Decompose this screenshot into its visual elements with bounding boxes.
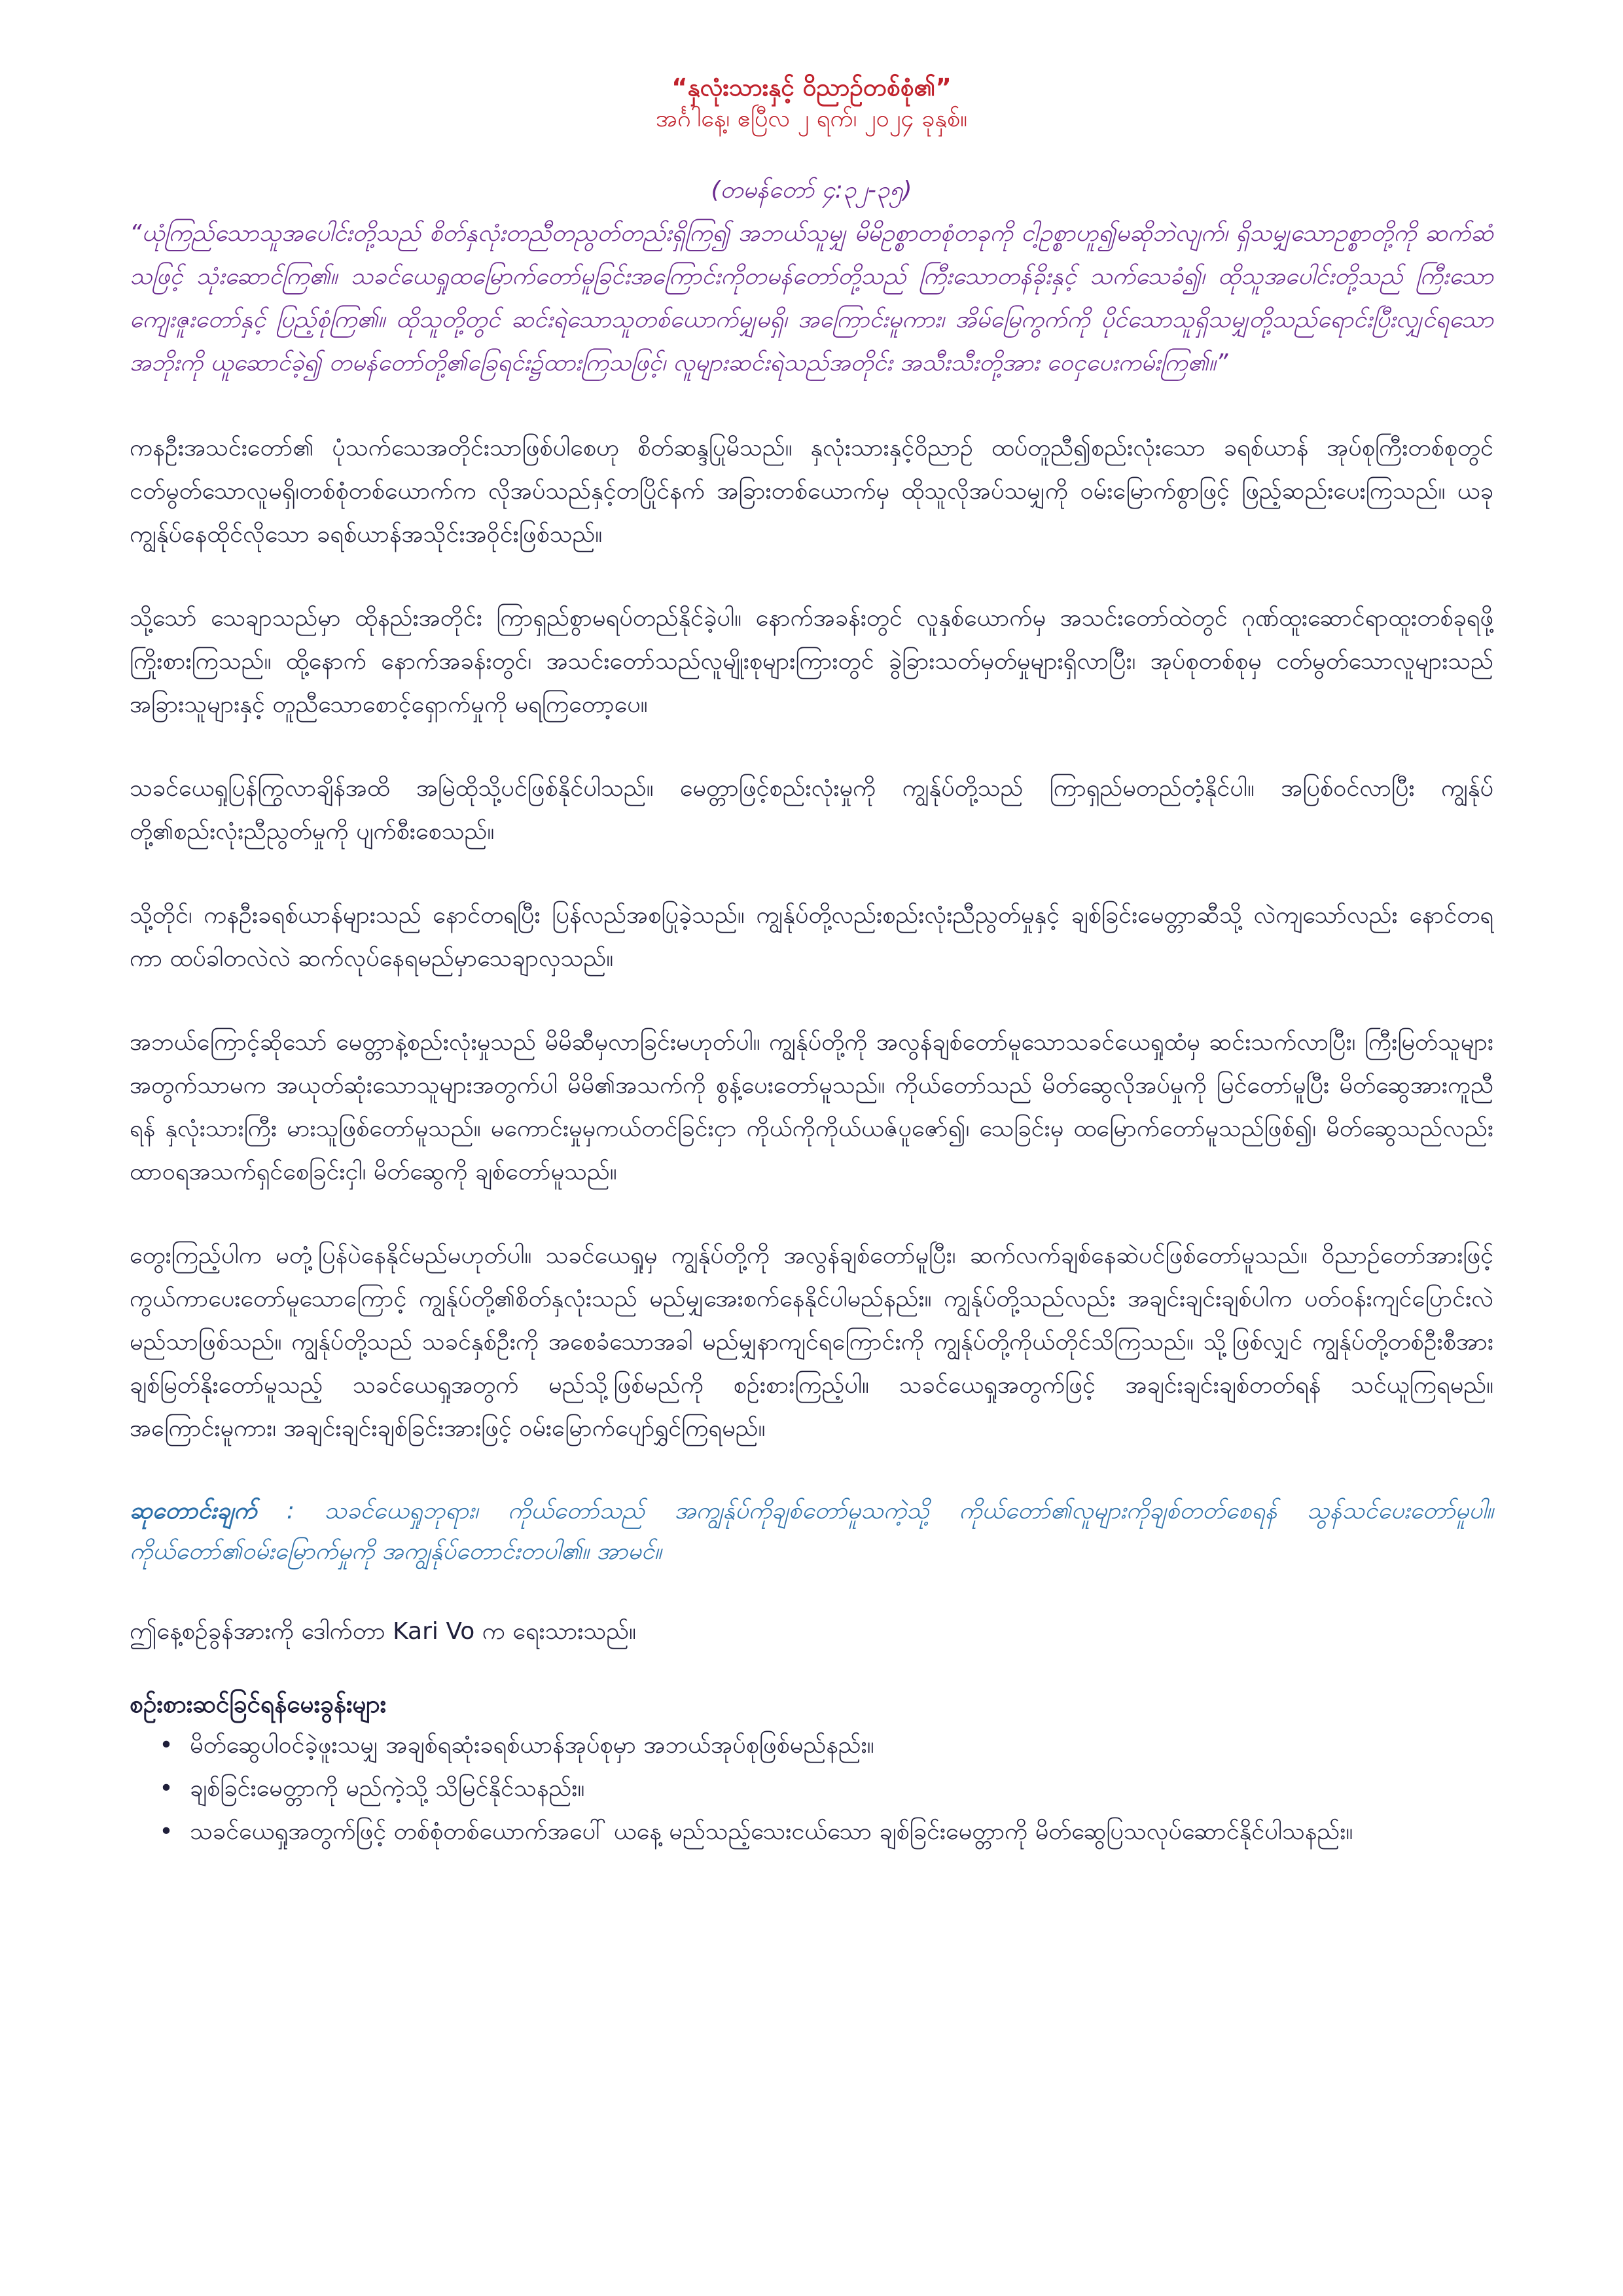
bullet-icon: • bbox=[159, 1818, 173, 1845]
prayer-label: ဆုတောင်းချက် bbox=[130, 1498, 257, 1524]
body-paragraph: သခင်ယေရှုပြန်ကြွလာချိန်အထိ အမြဲထိုသို့ပင်ဖြစ်နိုင်ပါသည်။ မေတ္တာဖြင့်စည်းလုံးမှုကို ကျွန်ုပ်တို့သည် ကြာရှည်မတည်တံ့နိုင်ပါ။ အပြစ်ဝင်လာပြီး ကျွန်ုပ်တို့၏စည်းလုံးညီညွတ်မှုကို ပျက်စီးစေသည်။ bbox=[130, 775, 1493, 845]
prayer-block bbox=[130, 1491, 1493, 1572]
body-paragraph: ကနဦးအသင်းတော်၏ ပုံသက်သေအတိုင်းသာဖြစ်ပါစေဟု စိတ်ဆန္ဒပြုမိသည်။ နှလုံးသားနှင့်ဝိညာဉ် ထပ်တူညီ၍စည်းလုံးသော ခရစ်ယာန် အုပ်စုကြီးတစ်စုတွင် ငတ်မွတ်သောလူမရှိ၊တစ်စုံတစ်ယောက်က လိုအပ်သည်နှင့်တပြိုင်နက် အခြားတစ်ယောက်မှ ထိုသူလိုအပ်သမျှကို ဝမ်းမြောက်စွာဖြင့် ဖြည့်ဆည်းပေးကြသည်။ ယခု ကျွန်ုပ်နေထိုင်လိုသော ခရစ်ယာန်အသိုင်းအဝိုင်းဖြစ်သည်။ bbox=[130, 435, 1493, 548]
bullet-icon: • bbox=[159, 1775, 173, 1802]
list-item bbox=[130, 1812, 1493, 1852]
list-item bbox=[130, 1768, 1493, 1809]
body-paragraph: တွေးကြည့်ပါက မတုံ့ပြန်ပဲနေနိုင်မည်မဟုတ်ပါ။ သခင်ယေရှုမှ ကျွန်ုပ်တို့ကို အလွန်ချစ်တော်မူပြီး၊ ဆက်လက်ချစ်နေဆဲပင်ဖြစ်တော်မူသည်။ ဝိညာဉ်တော်အားဖြင့် ကွယ်ကာပေးတော်မူသောကြောင့် ကျွန်ုပ်တို့၏စိတ်နှလုံးသည် မည်မျှအေးစက်နေနိုင်ပါမည်နည်း။ ကျွန်ုပ်တို့သည်လည်း အချင်းချင်းချစ်ပါက ပတ်ဝန်းကျင်ပြောင်းလဲမည်သာဖြစ်သည်။ ကျွန်ုပ်တို့သည် သခင်နှစ်ဦးကို အစေခံသောအခါ မည်မျှနာကျင်ရကြောင်းကို ကျွန်ုပ်တို့ကိုယ်တိုင်သိကြသည်။ သို့ဖြစ်လျှင် ကျွန်ုပ်တို့တစ်ဦးစီအား ချစ်မြတ်နိုးတော်မူသည့် သခင်ယေရှုအတွက် မည်သို့ဖြစ်မည်ကို စဉ်းစားကြည့်ပါ။ သခင်ယေရှုအတွက်ဖြင့် အချင်းချင်းချစ်တတ်ရန် သင်ယူကြရမည်။ အကြောင်းမူကား၊ အချင်းချင်းချစ်ခြင်းအားဖြင့် ဝမ်းမြောက်ပျော်ရွှင်ကြရမည်။ bbox=[130, 1242, 1493, 1442]
question-text: သခင်ယေရှုအတွက်ဖြင့် တစ်စုံတစ်ယောက်အပေါ် ယနေ့ မည်သည့်သေးငယ်သော ချစ်ခြင်းမေတ္တာကို မိတ်ဆွေပြသလုပ်ဆောင်နိုင်ပါသနည်း။ bbox=[190, 1818, 1353, 1845]
scripture-text: “ယုံကြည်သောသူအပေါင်းတို့သည် စိတ်နှလုံးတညီတညွတ်တည်းရှိကြ၍ အဘယ်သူမျှ မိမိဥစ္စာတစုံတခုကို ငါ့ဥစ္စာဟူ၍မဆိုဘဲလျက်၊ ရှိသမျှသောဥစ္စာတို့ကို ဆက်ဆံသဖြင့် သုံးဆောင်ကြ၏။ သခင်ယေရှုထမြောက်တော်မူခြင်းအကြောင်းကိုတမန်တော်တို့သည် ကြီးသောတန်ခိုးနှင့် သက်သေခံ၍၊ ထိုသူအပေါင်းတို့သည် ကြီးသောကျေးဇူးတော်နှင့် ပြည့်စုံကြ၏။ ထိုသူတို့တွင် ဆင်းရဲသောသူတစ်ယောက်မျှမရှိ၊ အကြောင်းမူကား၊ အိမ်မြေကွက်ကို ပိုင်သောသူရှိသမျှတို့သည်ရောင်းပြီးလျှင်ရသော အဘိုးကို ယူဆောင်ခဲ့၍ တမန်တော်တို့၏ခြေရင်း၌ထားကြသဖြင့်၊ လူများဆင်းရဲသည်အတိုင်း အသီးသီးတို့အား ဝေငှပေးကမ်းကြ၏။” bbox=[130, 220, 1493, 376]
devotional-title: “နှလုံးသားနှင့် ဝိညာဉ်တစ်စုံ၏” bbox=[671, 73, 952, 101]
bullet-icon: • bbox=[159, 1732, 173, 1759]
list-item bbox=[130, 1725, 1493, 1766]
devotional-date: အင်္ဂါနေ့၊ ဧပြီလ ၂ ရက်၊ ၂၀၂၄ ခုနှစ်။ bbox=[655, 105, 968, 132]
body-paragraph: အဘယ်ကြောင့်ဆိုသော် မေတ္တာနဲ့စည်းလုံးမှုသည် မိမိဆီမှလာခြင်းမဟုတ်ပါ။ ကျွန်ုပ်တို့ကို အလွန်ချစ်တော်မူသောသခင်ယေရှုထံမှ ဆင်းသက်လာပြီး၊ ကြီးမြတ်သူများအတွက်သာမက အယုတ်ဆုံးသောသူများအတွက်ပါ မိမိ၏အသက်ကို စွန့်ပေးတော်မူသည်။ ကိုယ်တော်သည် မိတ်ဆွေလိုအပ်မှုကို မြင်တော်မူပြီး မိတ်ဆွေအားကူညီရန် နှလုံးသားကြီး မားသူဖြစ်တော်မူသည်။ မကောင်းမှုမှကယ်တင်ခြင်းငှာ ကိုယ်ကိုကိုယ်ယဇ်ပူဇော်၍၊ သေခြင်းမှ ထမြောက်တော်မူသည်ဖြစ်၍၊ မိတ်ဆွေသည်လည်း ထာဝရအသက်ရှင်စေခြင်းငှါ၊ မိတ်ဆွေကို ချစ်တော်မူသည်။ bbox=[130, 1029, 1493, 1185]
questions-list bbox=[130, 1725, 1493, 1852]
author-line: ဤနေ့စဉ်ခွန်အားကို ဒေါက်တာ Kari Vo က ရေးသားသည်။ bbox=[130, 1618, 636, 1645]
prayer-text: : သခင်ယေရှုဘုရား၊ ကိုယ်တော်သည် အကျွန်ုပ်ကိုချစ်တော်မူသကဲ့သို့ ကိုယ်တော်၏လူများကိုချစ်တတ်စေရန် သွန်သင်ပေးတော်မူပါ။ ကိုယ်တော်၏ဝမ်းမြောက်မှုကို အကျွန်ုပ်တောင်းတပါ၏။ အာမင်။ bbox=[130, 1498, 1493, 1565]
scripture-reference: (တမန်တော် ၄:၃၂-၃၅) bbox=[711, 177, 912, 204]
question-text: မိတ်ဆွေပါဝင်ခဲ့ဖူးသမျှ အချစ်ရဆုံးခရစ်ယာန်အုပ်စုမှာ အဘယ်အုပ်စုဖြစ်မည်နည်း။ bbox=[190, 1732, 874, 1759]
body-paragraph: သို့သော် သေချာသည်မှာ ထိုနည်းအတိုင်း ကြာရှည်စွာမရပ်တည်နိုင်ခဲ့ပါ။ နောက်အခန်းတွင် လူနှစ်ယောက်မှ အသင်းတော်ထဲတွင် ဂုဏ်ထူးဆောင်ရာထူးတစ်ခုရဖို့ ကြိုးစားကြသည်။ ထို့နောက် နောက်အခန်းတွင်၊ အသင်းတော်သည်လူမျိုးစုများကြားတွင် ခွဲခြားသတ်မှတ်မှုများရှိလာပြီး၊ အုပ်စုတစ်စုမှ ငတ်မွတ်သောလူများသည် အခြားသူများနှင့် တူညီသောစောင့်ရှောက်မှုကို မရကြတော့ပေ။ bbox=[130, 605, 1493, 718]
body-paragraph: သို့တိုင်၊ ကနဦးခရစ်ယာန်များသည် နောင်တရပြီး ပြန်လည်အစပြုခဲ့သည်။ ကျွန်ုပ်တို့လည်းစည်းလုံးညီညွတ်မှုနှင့် ချစ်ခြင်းမေတ္တာဆီသို့ လဲကျသော်လည်း နောင်တရကာ ထပ်ခါတလဲလဲ ဆက်လုပ်နေရမည်မှာသေချာလှသည်။ bbox=[130, 902, 1493, 972]
questions-heading: စဉ်းစားဆင်ခြင်ရန်မေးခွန်းများ bbox=[130, 1690, 386, 1718]
question-text: ချစ်ခြင်းမေတ္တာကို မည်ကဲ့သို့ သိမြင်နိုင်သနည်း။ bbox=[190, 1775, 585, 1802]
